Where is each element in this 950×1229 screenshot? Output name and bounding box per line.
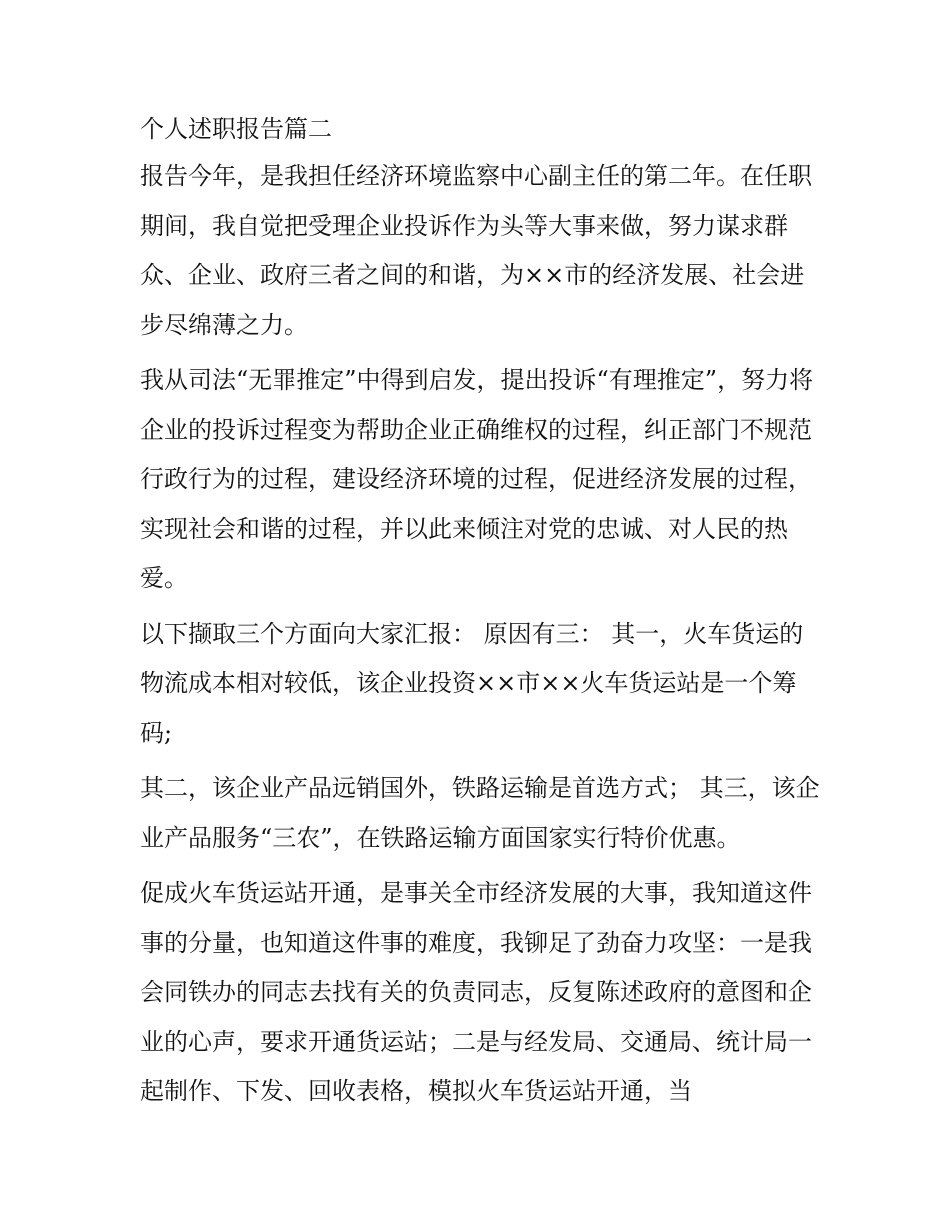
- document-body: [140, 112, 820, 1123]
- paragraph-3: 以下撷取三个方面向大家汇报： 原因有三： 其一，火车货运的物流成本相对较低，该企业投资××市××火车货运站是一个筹码;: [140, 619, 804, 747]
- paragraph-4: 其二，该企业产品远销国外，铁路运输是首选方式； 其三，该企业产品服务“三农”，在铁路运输方面国家实行特价优惠。: [140, 774, 820, 852]
- document-title: 个人述职报告篇二: [140, 115, 332, 143]
- paragraph-5: 促成火车货运站开通，是事关全市经济发展的大事，我知道这件事的分量，也知道这件事的难度，我铆足了劲奋力攻坚：一是我会同铁办的同志去找有关的负责同志，反复陈述政府的意图和企业的心声，要求开通货运站；二是与经发局、交通局、统计局一起制作、下发、回收表格，模拟火车货运站开通，当: [140, 879, 812, 1105]
- paragraph-2: 我从司法“无罪推定”中得到启发，提出投诉“有理推定”，努力将企业的投诉过程变为帮助企业正确维权的过程，纠正部门不规范行政行为的过程，建设经济环境的过程，促进经济发展的过程，实现社会和谐的过程，并以此来倾注对党的忠诚、对人民的热爱。: [140, 366, 814, 592]
- paragraph-1: 报告今年，是我担任经济环境监察中心副主任的第二年。在任职期间，我自觉把受理企业投诉作为头等大事来做，努力谋求群众、企业、政府三者之间的和谐，为××市的经济发展、社会进步尽绵薄之力。: [140, 162, 812, 339]
